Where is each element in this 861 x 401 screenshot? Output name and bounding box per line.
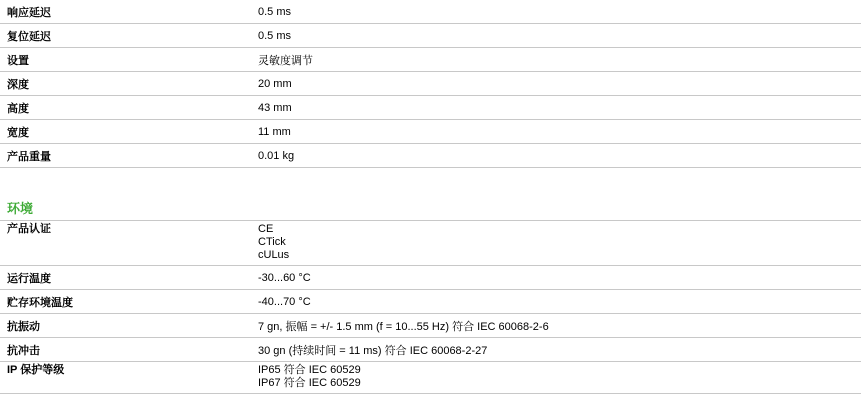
spec-value-line: CE	[258, 223, 274, 235]
spec-row-depth	[0, 72, 861, 96]
spec-label: 设置	[7, 54, 29, 67]
spec-row-height	[0, 96, 861, 120]
spec-value-list	[258, 362, 861, 393]
spec-table-environment	[0, 221, 861, 394]
spec-value-line: IP67 符合 IEC 60529	[258, 377, 361, 389]
spec-row-setting	[0, 48, 861, 72]
section-heading-environment	[0, 199, 861, 221]
spec-label: 产品认证	[7, 223, 51, 235]
spec-label: 宽度	[7, 126, 29, 139]
spec-table-general	[0, 0, 861, 168]
spec-value: -30...60 °C	[258, 271, 311, 284]
spec-value: 0.01 kg	[258, 149, 295, 162]
spec-label: 贮存环境温度	[7, 296, 73, 309]
spec-value: 30 gn (持续时间 = 11 ms) 符合 IEC 60068-2-27	[258, 344, 488, 357]
section-heading-text: 环境	[7, 201, 34, 216]
spec-row-response-delay	[0, 0, 861, 24]
spec-label: 抗振动	[7, 320, 40, 333]
spec-value: 11 mm	[258, 125, 291, 138]
spec-row-vibration-resistance	[0, 314, 861, 338]
spec-value: 20 mm	[258, 77, 292, 90]
spec-label: 产品重量	[7, 150, 51, 163]
spec-row-storage-temperature	[0, 290, 861, 314]
spec-value-list	[258, 221, 861, 265]
spec-value-line: IP65 符合 IEC 60529	[258, 364, 361, 376]
spec-row-weight	[0, 144, 861, 168]
spec-label: 复位延迟	[7, 30, 51, 43]
spec-value: 0.5 ms	[258, 5, 292, 18]
spec-label: 高度	[7, 102, 29, 115]
spec-label: 运行温度	[7, 272, 51, 285]
spec-value: 0.5 ms	[258, 29, 292, 42]
spec-row-ip-rating	[0, 362, 861, 394]
spec-value: 灵敏度调节	[258, 54, 313, 67]
spec-label: 抗冲击	[7, 344, 40, 357]
spec-value: 43 mm	[258, 101, 292, 114]
spec-row-width	[0, 120, 861, 144]
spec-row-shock-resistance	[0, 338, 861, 362]
spec-value: -40...70 °C	[258, 295, 311, 308]
spec-value-line: CTick	[258, 236, 286, 248]
spec-row-certifications	[0, 221, 861, 266]
spec-label: 深度	[7, 78, 29, 91]
spec-value-line: cULus	[258, 249, 290, 261]
spec-row-reset-delay	[0, 24, 861, 48]
spec-row-operating-temperature	[0, 266, 861, 290]
spec-label: 响应延迟	[7, 6, 51, 19]
spec-value: 7 gn, 振幅 = +/- 1.5 mm (f = 10...55 Hz) 符合 IEC 60068-2-6	[258, 320, 549, 333]
spec-label: IP 保护等级	[7, 364, 65, 376]
